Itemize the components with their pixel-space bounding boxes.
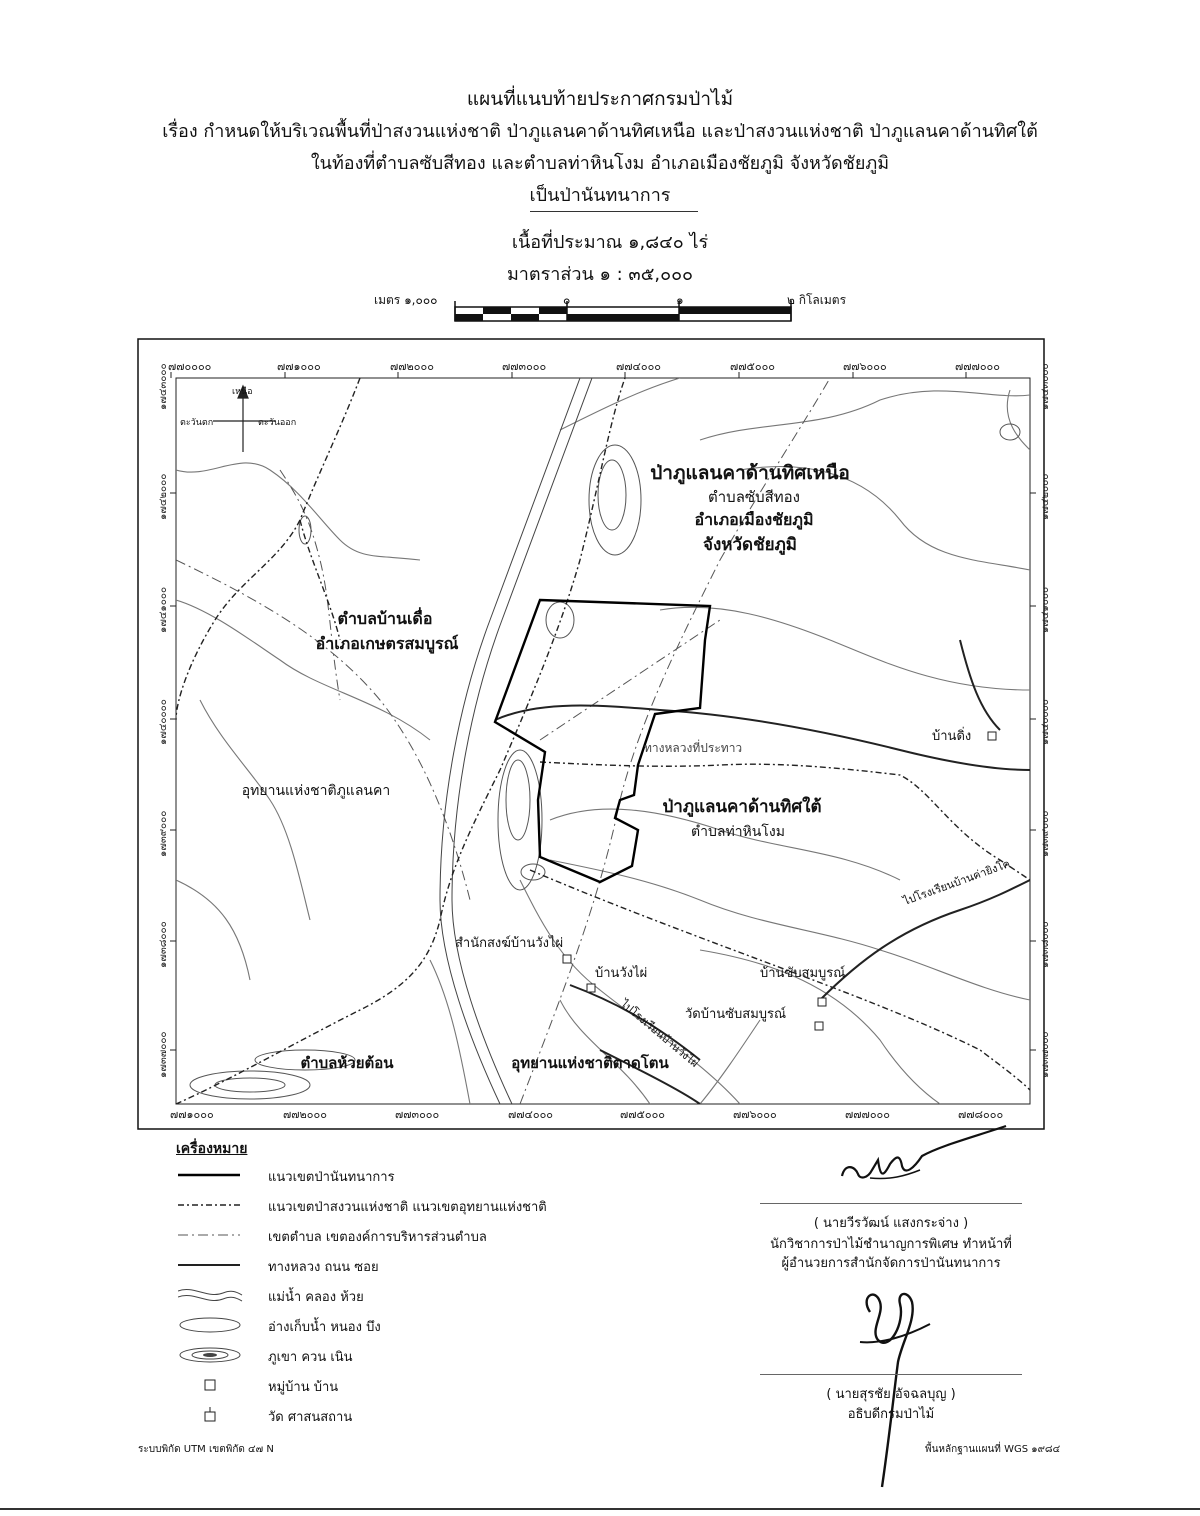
signer-1-title-line2: ผู้อำนวยการสำนักจัดการป่านันทนาการ bbox=[781, 1256, 1001, 1271]
map-labels bbox=[180, 386, 1012, 1073]
np-tadton-label: อุทยานแห่งชาติตาดโตน bbox=[511, 1054, 669, 1072]
temple-icon bbox=[815, 1022, 823, 1030]
reserve-boundaries bbox=[176, 378, 1030, 1104]
signature-1-line bbox=[760, 1203, 1022, 1204]
grid-label-right: ๑๗๓๘๐๐๐ bbox=[1040, 921, 1051, 968]
temple-wangphai-label: สำนักสงฆ์บ้านวังไผ่ bbox=[455, 936, 564, 951]
north-province-label: จังหวัดชัยภูมิ bbox=[703, 535, 797, 555]
grid-label-bottom: ๗๗๕๐๐๐ bbox=[620, 1108, 666, 1121]
page-bottom-line bbox=[0, 1508, 1200, 1510]
legend-item bbox=[178, 1253, 738, 1277]
reservoir-icon bbox=[178, 1313, 248, 1337]
grid-labels-right bbox=[1040, 363, 1051, 1078]
scalebar-label-left: เมตร ๑,๐๐๐ bbox=[374, 293, 438, 307]
hill-contours bbox=[190, 424, 1020, 1099]
signer-2-title: อธิบดีกรมป่าไม้ bbox=[847, 1407, 935, 1422]
map-location: ในท้องที่ตำบลซับสีทอง และตำบลท่าหินโงม อำเภอเมืองชัยภูมิ จังหวัดชัยภูมิ bbox=[310, 153, 890, 174]
grid-label-right: ๑๗๔๐๐๐๐ bbox=[1040, 699, 1051, 745]
ban-wangphai-label: บ้านวังไผ่ bbox=[595, 966, 648, 981]
north-forest-label: ป่าภูแลนคาด้านทิศเหนือ bbox=[650, 462, 850, 484]
south-forest-label: ป่าภูแลนคาด้านทิศใต้ bbox=[662, 797, 822, 817]
scalebar-label-two: ๒ กิโลเมตร bbox=[787, 293, 847, 307]
west-label: ตะวันตก bbox=[180, 418, 214, 428]
grid-label-left: ๑๗๔๑๐๐๐ bbox=[158, 586, 169, 633]
grid-label-top: ๗๗๑๐๐๐ bbox=[277, 360, 321, 373]
village-markers bbox=[563, 732, 996, 1030]
grid-label-right: ๑๗๔๑๐๐๐ bbox=[1040, 586, 1051, 633]
map-frame bbox=[176, 378, 1030, 1104]
amphoe-kaset-label: อำเภอเกษตรสมบูรณ์ bbox=[315, 634, 459, 653]
grid-label-left: ๑๗๔๐๐๐๐ bbox=[158, 699, 169, 745]
grid-label-left: ๑๗๓๙๐๐๐ bbox=[158, 810, 169, 857]
grid-label-left: ๑๗๔๒๐๐๐ bbox=[158, 473, 169, 520]
north-tambon-label: ตำบลซับสีทอง bbox=[708, 488, 800, 506]
road-line-icon bbox=[178, 1253, 248, 1277]
road-label: ทางหลวงที่ประทาว bbox=[644, 741, 743, 755]
temple-icon bbox=[178, 1403, 248, 1427]
map-title: แผนที่แนบท้ายประกาศกรมป่าไม้ bbox=[466, 88, 734, 110]
legend-label: แนวเขตป่าสงวนแห่งชาติ แนวเขตอุทยานแห่งชาติ bbox=[268, 1200, 547, 1215]
grid-ticks bbox=[170, 372, 1036, 1050]
north-label: เหนือ bbox=[232, 387, 253, 397]
signer-2-name: ( นายสุรชัย อัจฉลบุญ ) bbox=[826, 1387, 956, 1402]
grid-label-bottom: ๗๗๓๐๐๐ bbox=[395, 1108, 440, 1121]
grid-label-bottom: ๗๗๑๐๐๐ bbox=[170, 1108, 214, 1121]
wat-sapsomboon-label: วัดบ้านซับสมบูรณ์ bbox=[685, 1007, 787, 1022]
to-bottom-label: ไปโรงเรียนบ้านวังไผ่ bbox=[618, 997, 702, 1070]
legend-label: หมู่บ้าน บ้าน bbox=[268, 1380, 339, 1395]
streams bbox=[176, 378, 1030, 1104]
grid-labels-top bbox=[168, 360, 1000, 373]
grid-label-left: ๑๗๓๘๐๐๐ bbox=[158, 921, 169, 968]
tambon-huaiton-label: ตำบลห้วยต้อน bbox=[300, 1054, 394, 1072]
grid-label-bottom: ๗๗๒๐๐๐ bbox=[283, 1108, 327, 1121]
signer-1-title-line1: นักวิชาการป่าไม้ชำนาญการพิเศษ ทำหน้าที่ bbox=[770, 1237, 1012, 1252]
grid-label-bottom: ๗๗๖๐๐๐ bbox=[733, 1108, 777, 1121]
ban-ding-label: บ้านดิ่ง bbox=[932, 729, 972, 744]
legend-label: วัด ศาสนสถาน bbox=[268, 1410, 353, 1425]
grid-label-top: ๗๗๕๐๐๐ bbox=[730, 360, 776, 373]
legend-item bbox=[178, 1313, 738, 1337]
signature-2-line bbox=[760, 1374, 1022, 1375]
legend-item bbox=[178, 1373, 738, 1397]
legend-item bbox=[178, 1403, 738, 1427]
scalebar-label-one: ๑ bbox=[676, 293, 684, 307]
grid-labels-left bbox=[158, 363, 169, 1078]
legend-label: ภูเขา ควน เนิน bbox=[268, 1350, 353, 1365]
grid-label-right: ๑๗๔๒๐๐๐ bbox=[1040, 473, 1051, 520]
grid-label-top: ๗๗๒๐๐๐ bbox=[390, 360, 434, 373]
tambon-banduea-label: ตำบลบ้านเดื่อ bbox=[337, 609, 433, 628]
village-square-icon bbox=[587, 984, 595, 992]
grid-label-top: ๗๗๓๐๐๐ bbox=[502, 360, 547, 373]
cross-dash-line-icon bbox=[178, 1193, 248, 1217]
legend-item bbox=[178, 1193, 738, 1217]
north-amphoe-label: อำเภอเมืองชัยภูมิ bbox=[694, 510, 814, 529]
legend-label: เขตตำบล เขตองค์การบริหารส่วนตำบล bbox=[268, 1230, 487, 1245]
legend-item bbox=[178, 1223, 738, 1247]
river-line-icon bbox=[178, 1283, 248, 1307]
boundary-line-icon bbox=[178, 1163, 248, 1187]
hill-icon bbox=[178, 1343, 248, 1367]
village-square-icon bbox=[818, 998, 826, 1006]
east-label: ตะวันออก bbox=[258, 418, 297, 428]
footer-coordinate-system: ระบบพิกัด UTM เขตพิกัด ๔๗ N bbox=[138, 1444, 274, 1455]
grid-label-right: ๑๗๓๙๐๐๐ bbox=[1040, 810, 1051, 857]
grid-label-bottom: ๗๗๔๐๐๐ bbox=[508, 1108, 554, 1121]
outer-frame bbox=[138, 339, 1044, 1129]
map-purpose: เป็นป่านันทนาการ bbox=[529, 185, 671, 206]
legend-label: อ่างเก็บน้ำ หนอง บึง bbox=[268, 1320, 381, 1335]
signer-1-name: ( นายวีรวัฒน์ แสงกระจ่าง ) bbox=[813, 1216, 969, 1231]
grid-label-bottom: ๗๗๗๐๐๐ bbox=[845, 1108, 890, 1121]
grid-label-left: ๑๗๓๗๐๐๐ bbox=[158, 1031, 169, 1078]
legend-label: แนวเขตป่านันทนาการ bbox=[268, 1170, 395, 1185]
footer-datum: พื้นหลักฐานแผนที่ WGS ๑๙๘๔ bbox=[925, 1444, 1061, 1455]
main-river bbox=[440, 378, 592, 1104]
grid-label-right: ๑๗๔๓๐๐๐ bbox=[1040, 363, 1051, 410]
village-square-icon bbox=[178, 1373, 248, 1397]
grid-label-top: ๗๗๐๐๐๐ bbox=[168, 360, 212, 373]
grid-label-top: ๗๗๖๐๐๐ bbox=[843, 360, 887, 373]
grid-label-left: ๑๗๔๓๐๐๐ bbox=[158, 363, 169, 410]
scale-bar bbox=[455, 301, 791, 321]
legend-label: แม่น้ำ คลอง ห้วย bbox=[268, 1290, 364, 1305]
ban-sapsomboon-label: บ้านซับสมบูรณ์ bbox=[760, 966, 846, 981]
to-right-label: ไปโรงเรียนบ้านค่ายิงโค bbox=[901, 857, 1012, 908]
map-scale: มาตราส่วน ๑ : ๓๕,๐๐๐ bbox=[506, 264, 694, 285]
dash-dot-line-icon bbox=[178, 1223, 248, 1247]
village-square-icon bbox=[988, 732, 996, 740]
grid-label-top: ๗๗๔๐๐๐ bbox=[616, 360, 662, 373]
scalebar-label-zero: ๐ bbox=[563, 293, 571, 307]
legend-item bbox=[178, 1163, 738, 1187]
south-tambon-label: ตำบลท่าหินโงม bbox=[691, 824, 785, 840]
np-phulaenkha-label: อุทยานแห่งชาติภูแลนคา bbox=[241, 783, 391, 799]
legend-item bbox=[178, 1343, 738, 1367]
signature-1-icon bbox=[830, 1118, 1010, 1203]
grid-label-bottom: ๗๗๘๐๐๐ bbox=[958, 1108, 1004, 1121]
map-area: เนื้อที่ประมาณ ๑,๘๔๐ ไร่ bbox=[511, 232, 709, 253]
legend-title: เครื่องหมาย bbox=[176, 1141, 248, 1157]
map-subject: เรื่อง กำหนดให้บริเวณพื้นที่ป่าสงวนแห่งชาติ ป่าภูแลนคาด้านทิศเหนือ และป่าสงวนแห่งชาติ ป่าภูแลนคาด้านทิศใต้ bbox=[162, 121, 1038, 142]
grid-label-right: ๑๗๓๗๐๐๐ bbox=[1040, 1031, 1051, 1078]
legend-item bbox=[178, 1283, 738, 1307]
grid-label-top: ๗๗๗๐๐๐ bbox=[955, 360, 1000, 373]
legend-label: ทางหลวง ถนน ซอย bbox=[268, 1260, 379, 1275]
temple-icon bbox=[563, 955, 571, 963]
